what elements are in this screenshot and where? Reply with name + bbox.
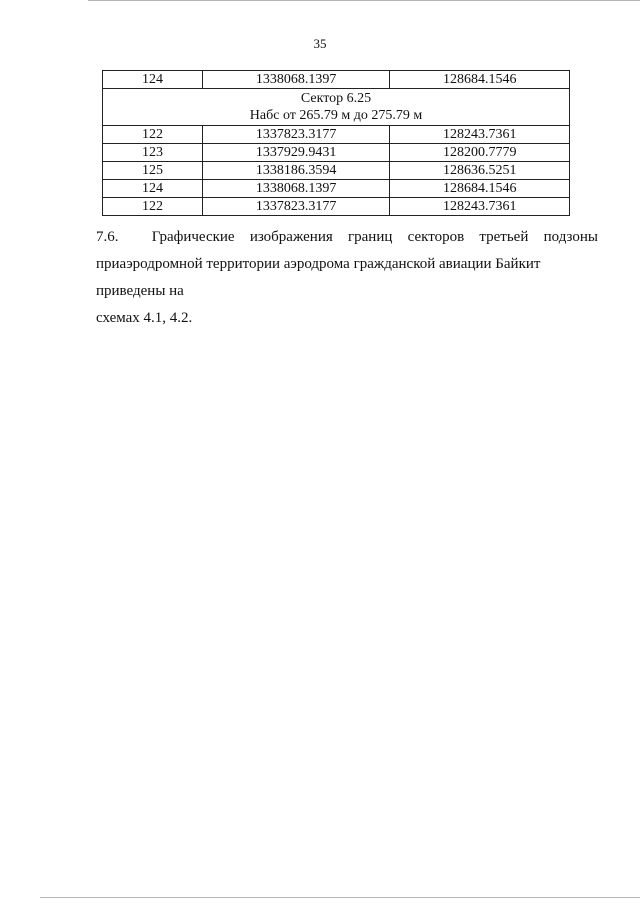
table-row [103,71,570,89]
x-coordinate-cell: 1338068.1397 [202,71,390,89]
x-coordinate-cell: 1338068.1397 [202,180,390,198]
scan-edge-top [88,0,640,1]
paragraph-line: схемах 4.1, 4.2. [96,310,193,326]
sector-title: Сектор 6.25 [300,91,372,106]
y-coordinate-cell: 128243.7361 [390,126,570,144]
y-coordinate-cell: 128684.1546 [390,71,570,89]
y-coordinate-cell: 128636.5251 [390,162,570,180]
point-number-cell: 124 [103,180,203,198]
paragraph-word: границ [347,229,393,245]
x-coordinate-cell: 1337929.9431 [202,144,390,162]
paragraph-word: третьей [479,229,529,245]
paragraph-word: подзоны [543,229,598,245]
paragraph-line: приаэродромной территории аэродрома гражданской авиации Байкит приведены на [96,256,541,299]
paragraph-number: 7.6. [96,229,119,245]
sector-header-cell [103,89,570,126]
y-coordinate-cell: 128684.1546 [390,180,570,198]
point-number-cell: 124 [103,71,203,89]
coordinates-table [102,70,570,216]
section-paragraph [96,224,598,332]
paragraph-line [96,224,598,251]
table-row [103,144,570,162]
paragraph-word: Графические [151,229,235,245]
table-row [103,162,570,180]
y-coordinate-cell: 128243.7361 [390,198,570,216]
sector-height-range: Набс от 265.79 м до 275.79 м [249,108,423,123]
x-coordinate-cell: 1338186.3594 [202,162,390,180]
point-number-cell: 122 [103,126,203,144]
point-number-cell: 125 [103,162,203,180]
point-number-cell: 122 [103,198,203,216]
point-number-cell: 123 [103,144,203,162]
scan-edge-bottom [40,897,640,898]
sector-header-row [103,89,570,126]
table-row [103,198,570,216]
table-row [103,180,570,198]
x-coordinate-cell: 1337823.3177 [202,198,390,216]
paragraph-word: изображения [249,229,333,245]
x-coordinate-cell: 1337823.3177 [202,126,390,144]
table-row [103,126,570,144]
paragraph-word: секторов [407,229,465,245]
page-number: 35 [313,36,327,51]
y-coordinate-cell: 128200.7779 [390,144,570,162]
